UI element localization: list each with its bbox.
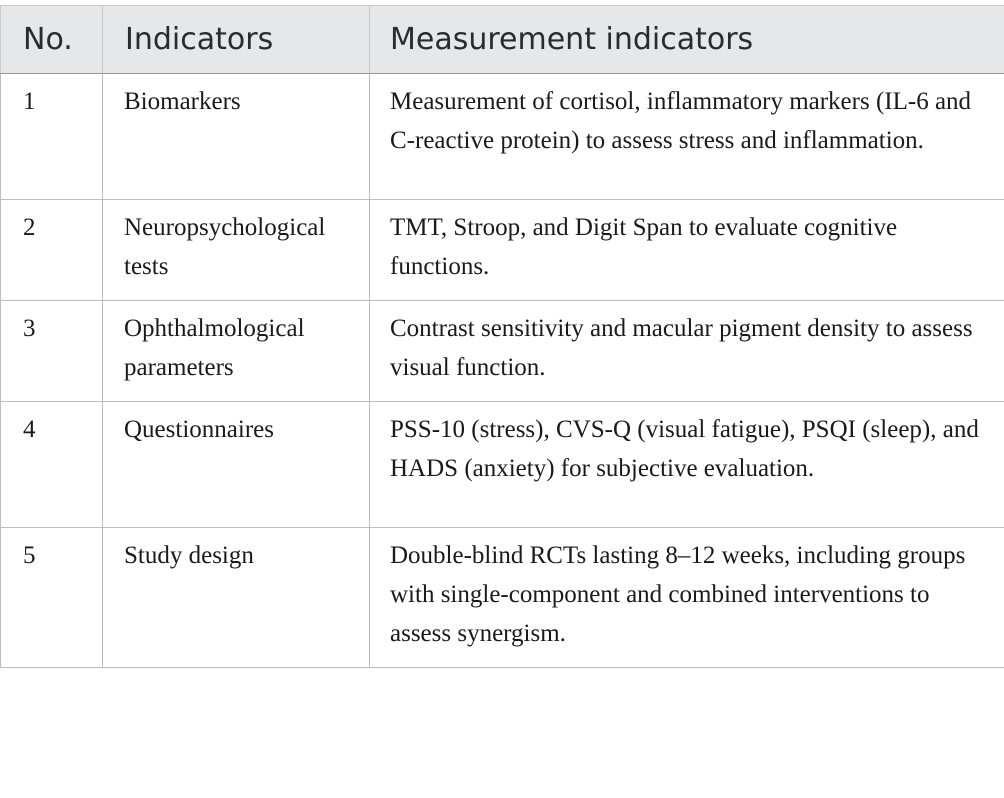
table-row <box>1 402 1004 528</box>
header-indicators: Indicators <box>103 6 370 74</box>
header-measurement-indicators: Measurement indicators <box>370 6 1004 74</box>
header-row <box>1 6 1004 74</box>
cell-no: 1 <box>1 74 103 200</box>
table-row <box>1 74 1004 200</box>
cell-measurement: Contrast sensitivity and macular pigment density to assess visual function. <box>370 301 1004 402</box>
cell-measurement: Double-blind RCTs lasting 8–12 weeks, including groups with single-component and combined interventions to assess synergism. <box>370 528 1004 668</box>
header-no: No. <box>1 6 103 74</box>
cell-no: 5 <box>1 528 103 668</box>
cell-measurement: PSS-10 (stress), CVS-Q (visual fatigue), PSQI (sleep), and HADS (anxiety) for subjective evaluation. <box>370 402 1004 528</box>
cell-no: 3 <box>1 301 103 402</box>
cell-indicator: Neuropsychological tests <box>103 200 370 301</box>
cell-measurement: Measurement of cortisol, inflammatory markers (IL-6 and C-reactive protein) to assess stress and inflammation. <box>370 74 1004 200</box>
indicators-table <box>0 5 1004 668</box>
cell-indicator: Ophthalmological parameters <box>103 301 370 402</box>
table-row <box>1 200 1004 301</box>
cell-no: 4 <box>1 402 103 528</box>
cell-indicator: Study design <box>103 528 370 668</box>
cell-indicator: Questionnaires <box>103 402 370 528</box>
table-header <box>1 6 1004 74</box>
table-body <box>1 74 1004 668</box>
table-row <box>1 528 1004 668</box>
table-row <box>1 301 1004 402</box>
cell-indicator: Biomarkers <box>103 74 370 200</box>
cell-no: 2 <box>1 200 103 301</box>
cell-measurement: TMT, Stroop, and Digit Span to evaluate cognitive functions. <box>370 200 1004 301</box>
